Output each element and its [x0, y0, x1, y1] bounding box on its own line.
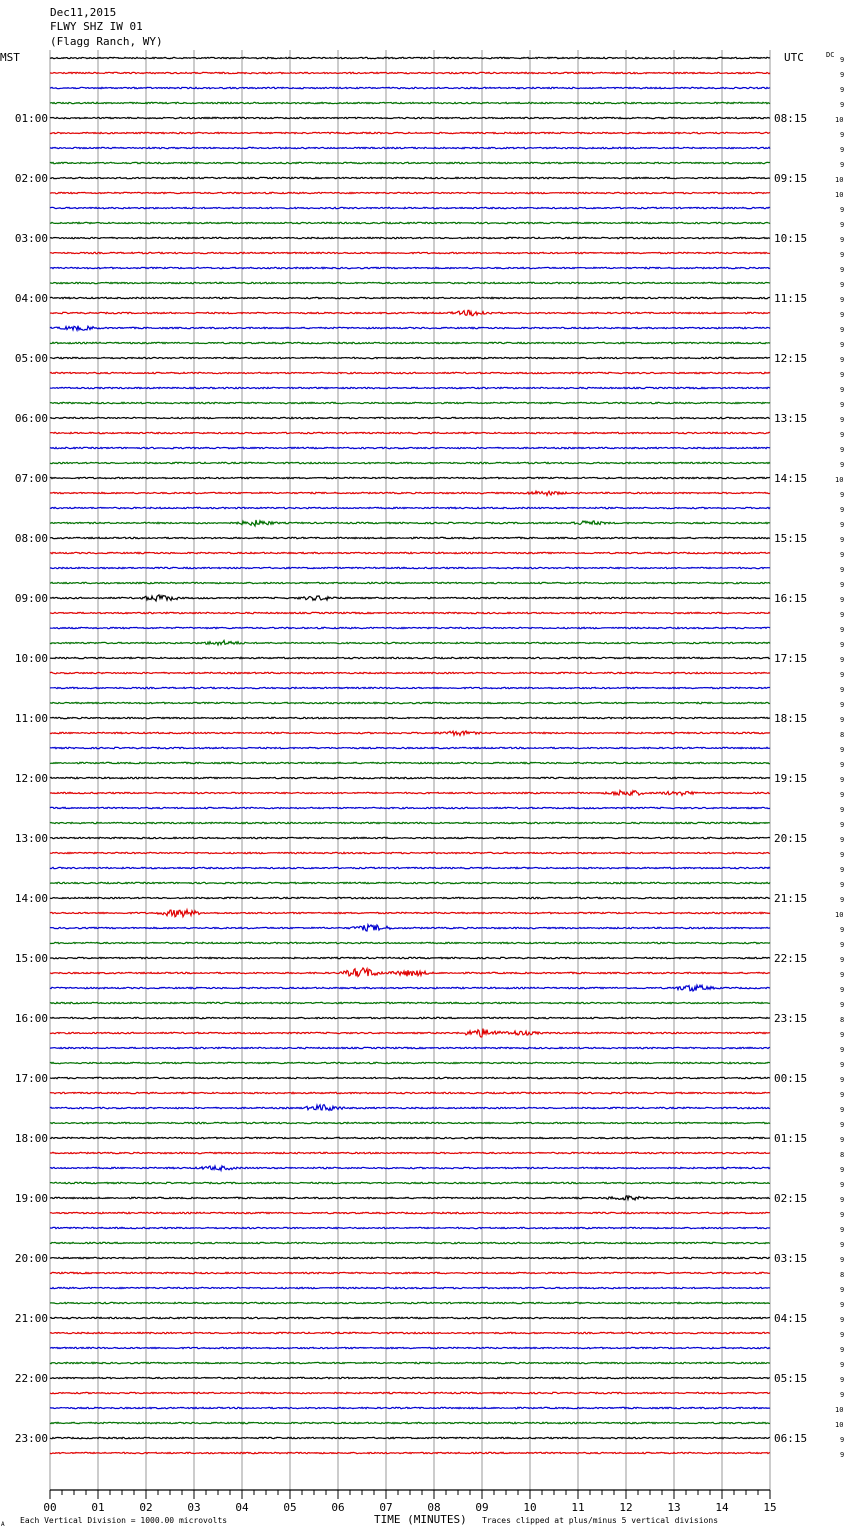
- dc-offset-label: 9: [840, 776, 845, 784]
- dc-offset-label: 9: [840, 341, 845, 349]
- dc-offset-label: 9: [840, 656, 845, 664]
- trace-line: [50, 807, 770, 808]
- mst-hour-label: 16:00: [14, 1012, 48, 1025]
- dc-offset-label: 9: [840, 251, 845, 259]
- dc-offset-label: 9: [840, 866, 845, 874]
- trace-line: [50, 612, 770, 613]
- mst-hour-label: 09:00: [14, 592, 48, 605]
- dc-offset-label: 9: [840, 926, 845, 934]
- dc-offset-label: 9: [840, 431, 845, 439]
- dc-offset-label: 10: [835, 116, 844, 124]
- dc-offset-label: 9: [840, 491, 845, 499]
- trace-line: [50, 791, 770, 796]
- dc-offset-label: 9: [840, 146, 845, 154]
- utc-hour-label: 18:15: [774, 712, 808, 725]
- utc-hour-label: 17:15: [774, 652, 808, 665]
- dc-offset-label: 10: [835, 176, 844, 184]
- dc-offset-label: 9: [840, 671, 845, 679]
- trace-line: [50, 357, 770, 358]
- mst-label: MST: [0, 51, 20, 64]
- utc-hour-label: 16:15: [774, 592, 808, 605]
- trace-line: [50, 477, 770, 478]
- utc-hour-label: 04:15: [774, 1312, 808, 1325]
- dc-offset-label: 8: [840, 1016, 845, 1024]
- mst-hour-label: 05:00: [14, 352, 48, 365]
- dc-label: DC: [826, 51, 835, 59]
- trace-line: [50, 1029, 770, 1038]
- mst-hour-label: 22:00: [14, 1372, 48, 1385]
- utc-hour-label: 06:15: [774, 1432, 808, 1445]
- trace-line: [50, 310, 770, 315]
- utc-hour-label: 22:15: [774, 952, 808, 965]
- dc-offset-label: 9: [840, 461, 845, 469]
- trace-line: [50, 882, 770, 883]
- trace-line: [50, 925, 770, 931]
- mst-hour-label: 15:00: [14, 952, 48, 965]
- x-tick-label: 03: [187, 1501, 201, 1514]
- dc-offset-label: 9: [840, 1061, 845, 1069]
- x-tick-label: 11: [571, 1501, 585, 1514]
- mst-hour-label: 11:00: [14, 712, 48, 725]
- dc-offset-label: 9: [840, 521, 845, 529]
- utc-hour-label: 14:15: [774, 472, 808, 485]
- x-tick-label: 06: [331, 1501, 345, 1514]
- dc-offset-label: 9: [840, 851, 845, 859]
- mst-hour-label: 21:00: [14, 1312, 48, 1325]
- trace-line: [50, 1317, 770, 1318]
- trace-line: [50, 567, 770, 568]
- trace-line: [50, 1422, 770, 1423]
- utc-hour-label: 23:15: [774, 1012, 808, 1025]
- trace-line: [50, 1166, 770, 1171]
- header-station: FLWY SHZ IW 01: [50, 20, 143, 33]
- dc-offset-label: 10: [835, 191, 844, 199]
- mst-hour-label: 20:00: [14, 1252, 48, 1265]
- dc-offset-label: 9: [840, 356, 845, 364]
- mst-hour-label: 17:00: [14, 1072, 48, 1085]
- trace-line: [50, 520, 770, 526]
- trace-line: [50, 432, 770, 433]
- trace-line: [50, 968, 770, 976]
- utc-hour-label: 01:15: [774, 1132, 808, 1145]
- trace-line: [50, 207, 770, 208]
- x-tick-label: 04: [235, 1501, 249, 1514]
- dc-offset-label: 9: [840, 1301, 845, 1309]
- dc-offset-label: 9: [840, 941, 845, 949]
- x-axis-title: TIME (MINUTES): [374, 1513, 467, 1526]
- utc-hour-label: 11:15: [774, 292, 808, 305]
- trace-line: [50, 57, 770, 58]
- trace-line: [50, 507, 770, 508]
- trace-line: [50, 1257, 770, 1258]
- dc-offset-label: 9: [840, 281, 845, 289]
- dc-offset-label: 9: [840, 1331, 845, 1339]
- header-date: Dec11,2015: [50, 6, 117, 19]
- dc-offset-label: 9: [840, 1316, 845, 1324]
- dc-offset-label: 9: [840, 566, 845, 574]
- dc-offset-label: 9: [840, 1121, 845, 1129]
- dc-offset-label: 9: [840, 971, 845, 979]
- dc-offset-label: 10: [835, 1421, 844, 1429]
- corner-mark: A: [1, 1521, 5, 1528]
- dc-offset-label: 9: [840, 956, 845, 964]
- trace-line: [50, 1377, 770, 1378]
- dc-offset-label: 9: [840, 506, 845, 514]
- trace-line: [50, 1407, 770, 1408]
- trace-line: [50, 1452, 770, 1453]
- trace-line: [50, 1212, 770, 1213]
- trace-line: [50, 1077, 770, 1078]
- trace-line: [50, 957, 770, 958]
- dc-offset-label: 9: [840, 1136, 845, 1144]
- dc-offset-label: 9: [840, 71, 845, 79]
- dc-offset-label: 9: [840, 266, 845, 274]
- trace-line: [50, 326, 770, 330]
- trace-line: [50, 447, 770, 448]
- trace-line: [50, 1122, 770, 1123]
- x-tick-label: 02: [139, 1501, 153, 1514]
- dc-offset-label: 9: [840, 101, 845, 109]
- trace-line: [50, 1362, 770, 1363]
- dc-offset-label: 8: [840, 1151, 845, 1159]
- trace-line: [50, 1152, 770, 1153]
- trace-line: [50, 897, 770, 898]
- footer-clip-note: Traces clipped at plus/minus 5 vertical divisions: [482, 1516, 719, 1525]
- mst-hour-label: 04:00: [14, 292, 48, 305]
- dc-offset-label: 9: [840, 1106, 845, 1114]
- trace-line: [50, 491, 770, 495]
- utc-hour-label: 21:15: [774, 892, 808, 905]
- trace-line: [50, 1182, 770, 1183]
- mst-hour-label: 10:00: [14, 652, 48, 665]
- dc-offset-label: 9: [840, 551, 845, 559]
- dc-offset-label: 9: [840, 761, 845, 769]
- trace-line: [50, 687, 770, 688]
- dc-offset-label: 9: [840, 221, 845, 229]
- x-tick-label: 13: [667, 1501, 681, 1514]
- dc-offset-label: 9: [840, 1376, 845, 1384]
- trace-line: [50, 1437, 770, 1438]
- trace-line: [50, 192, 770, 193]
- utc-hour-label: 13:15: [774, 412, 808, 425]
- dc-offset-label: 9: [840, 611, 845, 619]
- dc-offset-label: 9: [840, 56, 845, 64]
- trace-line: [50, 777, 770, 778]
- dc-offset-label: 9: [840, 1256, 845, 1264]
- dc-offset-label: 9: [840, 716, 845, 724]
- trace-line: [50, 822, 770, 823]
- trace-line: [50, 537, 770, 538]
- trace-line: [50, 910, 770, 917]
- dc-offset-label: 9: [840, 296, 845, 304]
- trace-line: [50, 102, 770, 103]
- trace-line: [50, 297, 770, 298]
- footer-scale-note: Each Vertical Division = 1000.00 microvolts: [20, 1516, 228, 1525]
- trace-line: [50, 1332, 770, 1333]
- x-tick-label: 01: [91, 1501, 105, 1514]
- dc-offset-label: 9: [840, 1046, 845, 1054]
- dc-offset-label: 10: [835, 476, 844, 484]
- dc-offset-label: 9: [840, 881, 845, 889]
- trace-line: [50, 985, 770, 991]
- dc-offset-label: 9: [840, 446, 845, 454]
- x-tick-label: 15: [763, 1501, 777, 1514]
- dc-offset-label: 9: [840, 416, 845, 424]
- dc-offset-label: 9: [840, 1091, 845, 1099]
- dc-offset-label: 9: [840, 536, 845, 544]
- trace-line: [50, 282, 770, 283]
- utc-hour-label: 08:15: [774, 112, 808, 125]
- dc-offset-label: 9: [840, 161, 845, 169]
- trace-line: [50, 731, 770, 735]
- dc-offset-label: 9: [840, 1226, 845, 1234]
- trace-line: [50, 222, 770, 223]
- dc-offset-label: 9: [840, 596, 845, 604]
- trace-line: [50, 1227, 770, 1228]
- mst-hour-label: 14:00: [14, 892, 48, 905]
- utc-label: UTC: [784, 51, 804, 64]
- trace-line: [50, 852, 770, 853]
- dc-offset-label: 9: [840, 1241, 845, 1249]
- trace-line: [50, 177, 770, 178]
- dc-offset-label: 10: [835, 1406, 844, 1414]
- mst-hour-label: 08:00: [14, 532, 48, 545]
- dc-offset-label: 9: [840, 371, 845, 379]
- mst-hour-label: 12:00: [14, 772, 48, 785]
- mst-hour-label: 13:00: [14, 832, 48, 845]
- trace-line: [50, 252, 770, 253]
- trace-line: [50, 132, 770, 133]
- dc-offset-label: 9: [840, 686, 845, 694]
- trace-line: [50, 1302, 770, 1303]
- dc-offset-label: 9: [840, 806, 845, 814]
- dc-offset-label: 9: [840, 206, 845, 214]
- x-tick-label: 10: [523, 1501, 537, 1514]
- x-tick-label: 05: [283, 1501, 297, 1514]
- dc-offset-label: 9: [840, 986, 845, 994]
- dc-offset-label: 9: [840, 1211, 845, 1219]
- dc-offset-label: 8: [840, 1271, 845, 1279]
- mst-hour-label: 19:00: [14, 1192, 48, 1205]
- trace-line: [50, 1137, 770, 1138]
- dc-offset-label: 9: [840, 1346, 845, 1354]
- utc-hour-label: 19:15: [774, 772, 808, 785]
- dc-offset-label: 9: [840, 386, 845, 394]
- trace-line: [50, 1196, 770, 1200]
- dc-offset-label: 9: [840, 1181, 845, 1189]
- trace-line: [50, 417, 770, 418]
- header-location: (Flagg Ranch, WY): [50, 35, 163, 48]
- trace-line: [50, 702, 770, 703]
- trace-line: [50, 162, 770, 163]
- dc-offset-label: 9: [840, 746, 845, 754]
- dc-offset-label: 9: [840, 131, 845, 139]
- dc-offset-label: 9: [840, 581, 845, 589]
- dc-offset-label: 9: [840, 326, 845, 334]
- trace-line: [50, 402, 770, 403]
- dc-offset-label: 9: [840, 1361, 845, 1369]
- trace-line: [50, 942, 770, 943]
- trace-line: [50, 462, 770, 463]
- mst-hour-label: 02:00: [14, 172, 48, 185]
- dc-offset-label: 9: [840, 1196, 845, 1204]
- utc-hour-label: 09:15: [774, 172, 808, 185]
- trace-line: [50, 837, 770, 838]
- dc-offset-label: 9: [840, 1166, 845, 1174]
- x-tick-label: 08: [427, 1501, 441, 1514]
- dc-offset-label: 8: [840, 731, 845, 739]
- utc-hour-label: 15:15: [774, 532, 808, 545]
- trace-line: [50, 762, 770, 763]
- dc-offset-label: 9: [840, 791, 845, 799]
- trace-line: [50, 717, 770, 718]
- x-tick-label: 14: [715, 1501, 729, 1514]
- dc-offset-label: 9: [840, 1001, 845, 1009]
- trace-line: [50, 1287, 770, 1288]
- utc-hour-label: 00:15: [774, 1072, 808, 1085]
- mst-hour-label: 01:00: [14, 112, 48, 125]
- dc-offset-label: 9: [840, 1286, 845, 1294]
- dc-offset-label: 9: [840, 1436, 845, 1444]
- x-tick-label: 00: [43, 1501, 57, 1514]
- time-axis: [43, 1490, 776, 1514]
- mst-hour-label: 23:00: [14, 1432, 48, 1445]
- trace-line: [50, 641, 770, 646]
- trace-line: [50, 672, 770, 673]
- trace-line: [50, 387, 770, 388]
- mst-hour-label: 03:00: [14, 232, 48, 245]
- trace-line: [50, 1092, 770, 1093]
- trace-line: [50, 267, 770, 268]
- trace-line: [50, 1002, 770, 1003]
- trace-line: [50, 552, 770, 553]
- trace-line: [50, 1062, 770, 1063]
- x-tick-label: 09: [475, 1501, 489, 1514]
- dc-offset-label: 9: [840, 701, 845, 709]
- dc-offset-label: 9: [840, 1076, 845, 1084]
- mst-hour-label: 06:00: [14, 412, 48, 425]
- utc-hour-label: 12:15: [774, 352, 808, 365]
- trace-line: [50, 147, 770, 148]
- trace-line: [50, 1392, 770, 1393]
- trace-line: [50, 627, 770, 628]
- dc-offset-label: 9: [840, 1451, 845, 1459]
- dc-offset-label: 9: [840, 236, 845, 244]
- dc-offset-label: 9: [840, 401, 845, 409]
- trace-line: [50, 372, 770, 373]
- trace-line: [50, 1105, 770, 1111]
- utc-hour-label: 03:15: [774, 1252, 808, 1265]
- dc-offset-label: 9: [840, 821, 845, 829]
- trace-line: [50, 72, 770, 73]
- utc-hour-label: 10:15: [774, 232, 808, 245]
- trace-line: [50, 1347, 770, 1348]
- utc-hour-label: 02:15: [774, 1192, 808, 1205]
- seismic-traces: [50, 56, 844, 1459]
- trace-line: [50, 1242, 770, 1243]
- utc-hour-label: 20:15: [774, 832, 808, 845]
- trace-line: [50, 1047, 770, 1048]
- dc-offset-label: 9: [840, 626, 845, 634]
- trace-line: [50, 342, 770, 343]
- dc-offset-label: 9: [840, 1391, 845, 1399]
- dc-offset-label: 9: [840, 896, 845, 904]
- dc-offset-label: 10: [835, 911, 844, 919]
- trace-line: [50, 595, 770, 601]
- trace-line: [50, 747, 770, 748]
- mst-hour-label: 07:00: [14, 472, 48, 485]
- dc-offset-label: 9: [840, 86, 845, 94]
- trace-line: [50, 117, 770, 118]
- dc-offset-label: 9: [840, 311, 845, 319]
- dc-offset-label: 9: [840, 641, 845, 649]
- dc-offset-label: 9: [840, 1031, 845, 1039]
- trace-line: [50, 867, 770, 868]
- trace-line: [50, 87, 770, 88]
- trace-line: [50, 1017, 770, 1018]
- trace-line: [50, 237, 770, 238]
- mst-hour-label: 18:00: [14, 1132, 48, 1145]
- trace-line: [50, 1272, 770, 1273]
- x-tick-label: 07: [379, 1501, 393, 1514]
- trace-line: [50, 582, 770, 583]
- dc-offset-label: 9: [840, 836, 845, 844]
- utc-hour-label: 05:15: [774, 1372, 808, 1385]
- x-tick-label: 12: [619, 1501, 633, 1514]
- trace-line: [50, 657, 770, 658]
